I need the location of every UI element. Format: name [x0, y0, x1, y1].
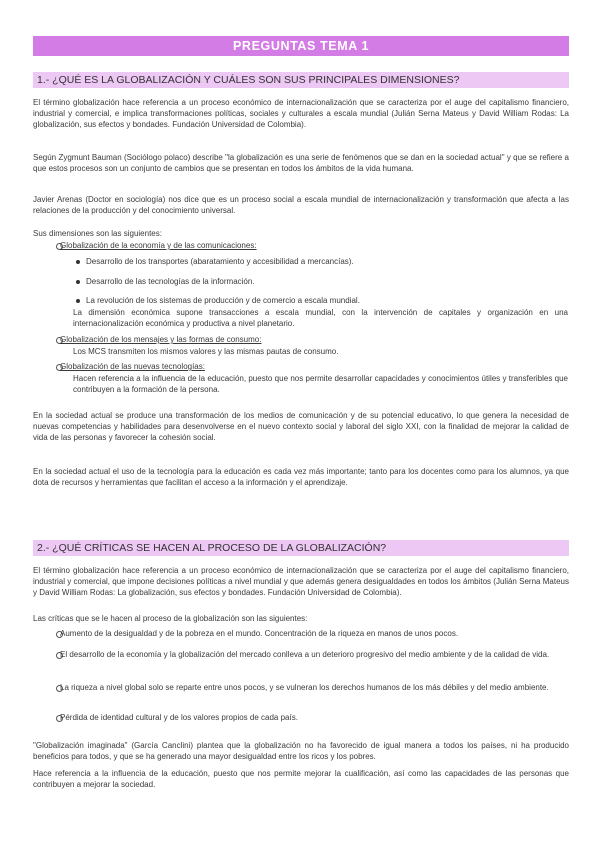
q2-paragraph-3: "Globalización imaginada" (García Canclini) plantea que la globalización no ha favorecido de igual manera a todos los países, ni ha producido beneficios para todos, y que se ha generado una mayor desigualdad entre los ricos y los pobres. — [33, 741, 569, 761]
dimension-3-label: Globalización de las nuevas tecnologías: — [60, 362, 205, 371]
criticism-3: La riqueza a nivel global solo se reparte entre unos pocos, y se vulneran los derechos humanos de los más débiles y del medio ambiente. — [60, 683, 549, 692]
criticism-2: El desarrollo de la economía y la globalización del mercado conlleva a un deterioro progresivo del medio ambiente y de la calidad de vida. — [60, 650, 550, 659]
bullet-dot-icon — [76, 299, 80, 303]
dimension-3-note: Hacen referencia a la influencia de la educación, puesto que nos permite desarrollar capacidades y conocimientos útiles y transferibles que contribuyen a la formación de la persona. — [73, 374, 568, 394]
q2-paragraph-1: El término globalización hace referencia a un proceso económico de internacionalización que se caracteriza por el auge del capitalismo financiero, industrial y comercial, que impone decisiones políticas a nivel mundial y que además genera desigualdades en todos los ámbitos (Julián Serna Mateus y David William Rodas: La globalización, sus efectos y bondades. Fundación Universidad de Colombia). — [33, 566, 569, 597]
question-1-heading: 1.- ¿QUÉ ES LA GLOBALIZACIÓN Y CUÁLES SON SUS PRINCIPALES DIMENSIONES? — [33, 72, 569, 88]
criticism-4: Pérdida de identidad cultural y de los valores propios de cada país. — [60, 713, 298, 722]
dimension-1-bullet-3: La revolución de los sistemas de producción y de comercio a escala mundial. — [86, 296, 360, 305]
question-2-heading: 2.- ¿QUÉ CRÍTICAS SE HACEN AL PROCESO DE LA GLOBALIZACIÓN? — [33, 540, 569, 556]
page-title: PREGUNTAS TEMA 1 — [33, 36, 569, 56]
dimension-1-note: La dimensión económica supone transacciones a escala mundial, con la intervención de capitales y organización en una internacionalización económica y productiva a nivel planetario. — [73, 308, 568, 328]
criticism-1: Aumento de la desigualdad y de la pobreza en el mundo. Concentración de la riqueza en manos de unos pocos. — [60, 629, 459, 638]
q1-paragraph-5: En la sociedad actual se produce una transformación de los medios de comunicación y de su potencial educativo, lo que genera la necesidad de nuevas competencias y habilidades para desenvolverse en el nuevo contexto social y laboral del siglo XXI, con la finalidad de mejorar la calidad de vida de las personas y favorecer la cohesión social. — [33, 411, 569, 442]
dimension-2-label: Globalización de los mensajes y las formas de consumo: — [60, 335, 262, 344]
q1-paragraph-3: Javier Arenas (Doctor en sociología) nos dice que es un proceso social a escala mundial de internacionalización y transformación que afecta a las relaciones de la producción y del conocimiento universal. — [33, 195, 569, 215]
bullet-dot-icon — [76, 280, 80, 284]
dimension-1-bullet-2: Desarrollo de las tecnologías de la información. — [86, 277, 255, 286]
q1-paragraph-2: Según Zygmunt Bauman (Sociólogo polaco) describe "la globalización es una serie de fenómenos que se dan en la sociedad actual" y que se refiere a que estos procesos son un conjunto de cambios que se presentan en todos los ámbitos de la vida humana. — [33, 153, 569, 173]
dimension-1-label: Globalización de la economía y de las comunicaciones: — [60, 241, 257, 250]
q1-paragraph-4: Sus dimensiones son las siguientes: — [33, 229, 162, 238]
dimension-1-bullet-1: Desarrollo de los transportes (abaratamiento y accesibilidad a mercancías). — [86, 257, 354, 266]
bullet-dot-icon — [76, 260, 80, 264]
q1-paragraph-6: En la sociedad actual el uso de la tecnología para la educación es cada vez más importante; tanto para los docentes como para los alumnos, ya que dota de recursos y herramientas que facilitan el acceso a la información y el aprendizaje. — [33, 467, 569, 487]
q1-paragraph-1: El término globalización hace referencia a un proceso económico de internacionalización que se caracteriza por el auge del capitalismo financiero, industrial y comercial, e implica transformaciones políticas, sociales y culturales a escala mundial (Julián Serna Mateus y David William Rodas: La globalización, sus efectos y bondades. Fundación Universidad de Colombia). — [33, 98, 569, 129]
dimension-2-note: Los MCS transmiten los mismos valores y las mismas pautas de consumo. — [73, 347, 339, 356]
q2-paragraph-2: Las críticas que se le hacen al proceso de la globalización son las siguientes: — [33, 614, 308, 623]
q2-paragraph-4: Hace referencia a la influencia de la educación, puesto que nos permite mejorar la cualificación, así como las capacidades de las personas que contribuyen a mejorar la sociedad. — [33, 769, 569, 789]
